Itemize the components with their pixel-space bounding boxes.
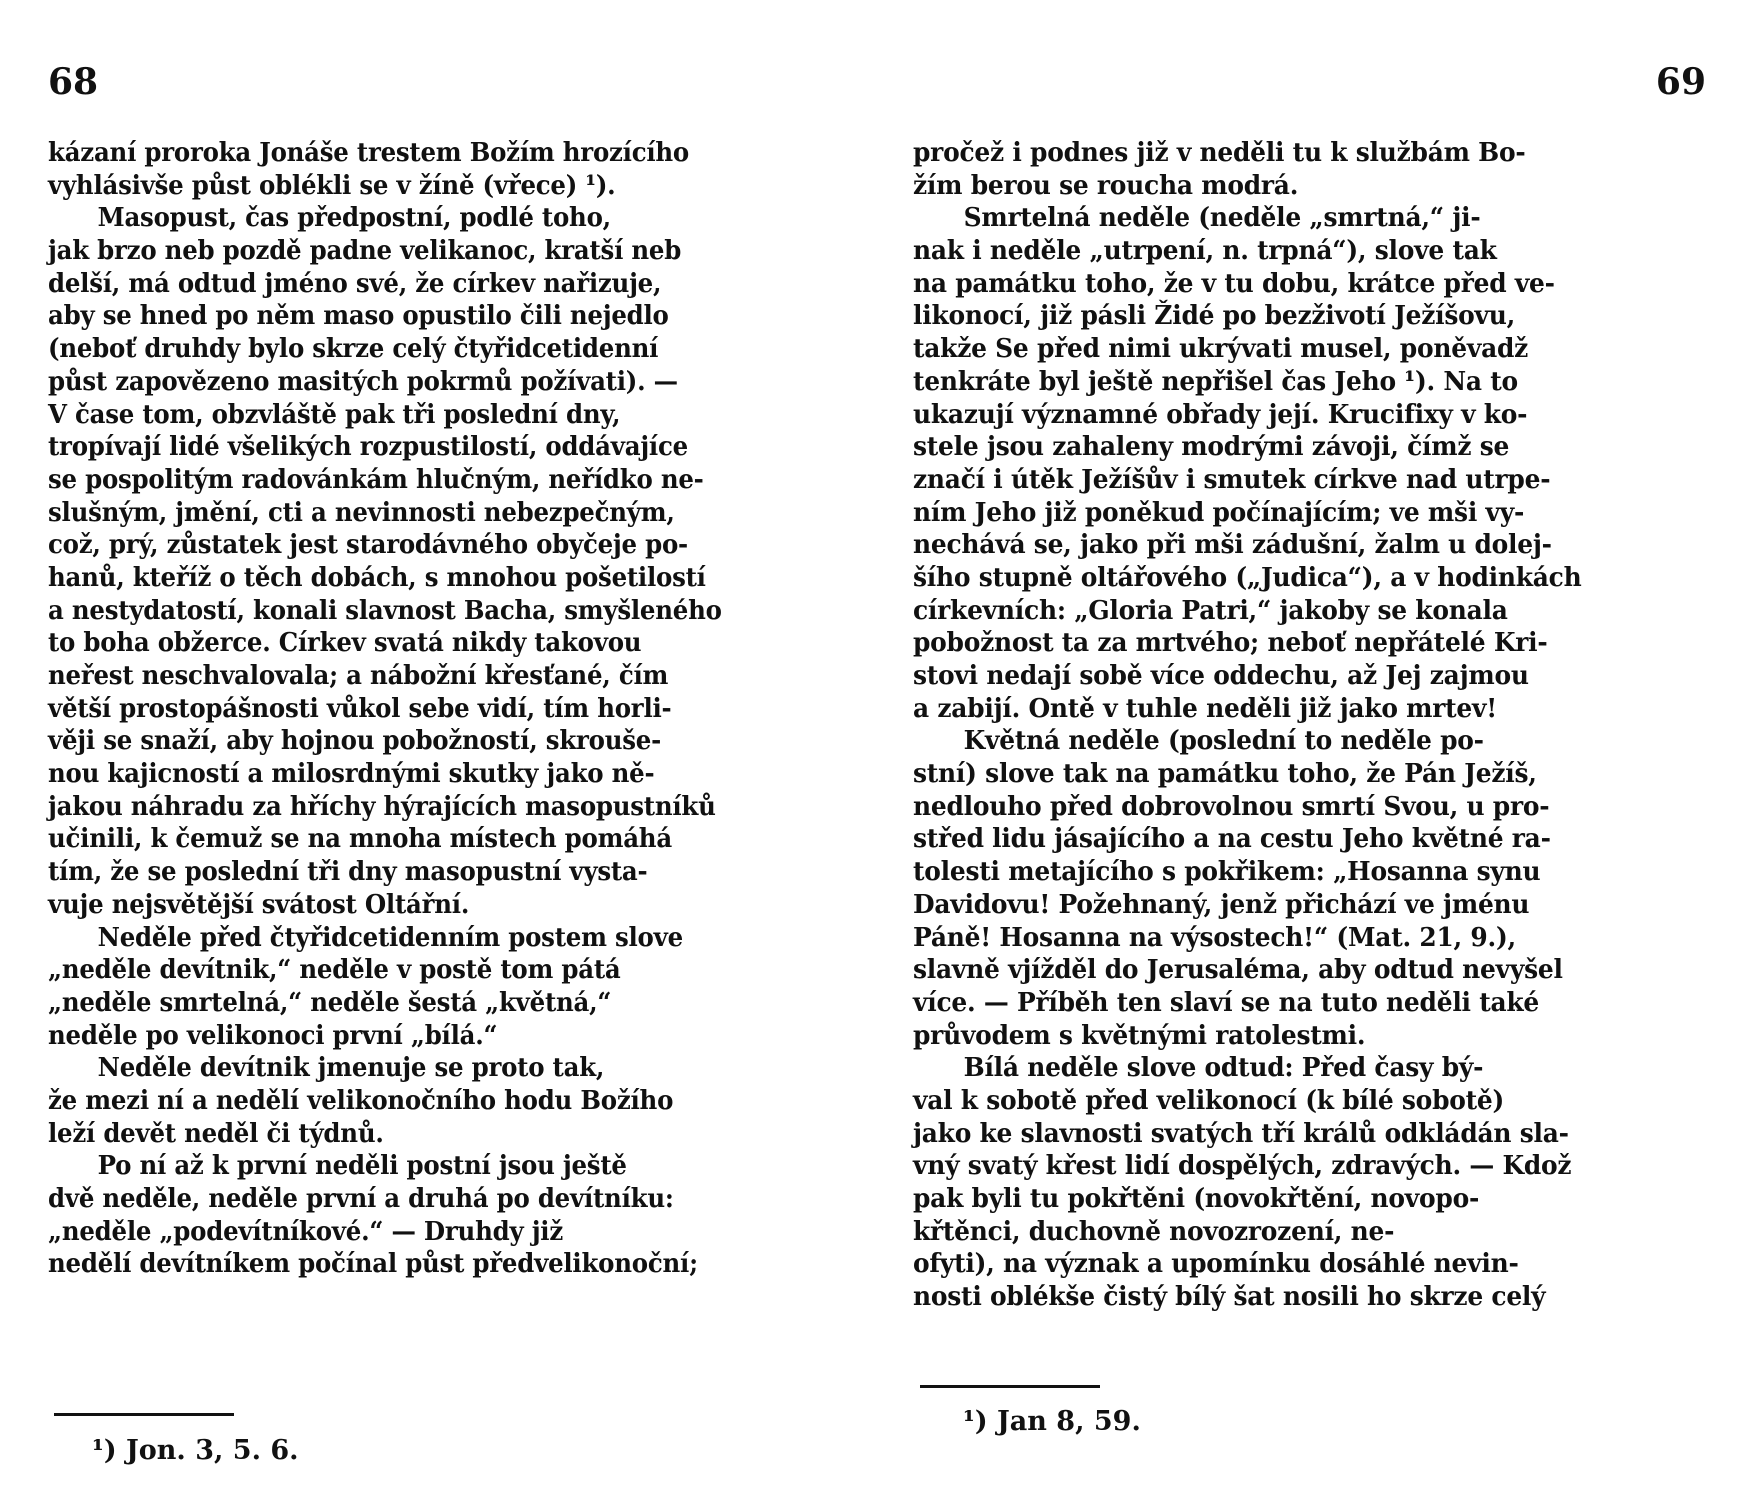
text-line: „neděle „podevítníkové.“ — Druhdy již	[48, 1216, 564, 1247]
text-line: jako ke slavnosti svatých tří králů odkládán sla-	[913, 1117, 1569, 1149]
text-line: Květná neděle (poslední to neděle po-	[913, 725, 1484, 757]
text-line: na památku toho, že v tu dobu, krátce před ve-	[913, 267, 1555, 299]
text-line: což, prý, zůstatek jest starodávného obyčeje po-	[48, 530, 688, 561]
text-line: nosti oblékše čistý bílý šat nosili ho skrze celý	[913, 1281, 1546, 1313]
text-line: dvě neděle, neděle první a druhá po devítníku:	[48, 1184, 674, 1214]
text-line: půst zapovězeno masitých pokrmů požívati). —	[48, 366, 678, 397]
text-line: nedělí devítníkem počínal půst předvelikonoční;	[48, 1249, 698, 1280]
text-line: Smrtelná neděle (neděle „smrtná,“ ji-	[913, 202, 1481, 234]
text-line: Davidovu! Požehnaný, jenž přichází ve jménu	[913, 888, 1530, 920]
text-line: vný svatý křest lidí dospělých, zdravých. — Kdož	[913, 1150, 1572, 1182]
text-line: církevních: „Gloria Patri,“ jakoby se konala	[913, 594, 1508, 626]
text-line: že mezi ní a nedělí velikonočního hodu Božího	[48, 1085, 674, 1116]
text-line: vyhlásivše půst oblékli se v žíně (vřece) ¹).	[48, 170, 616, 201]
text-line: neděle po velikonoci první „bílá.“	[48, 1020, 498, 1051]
text-line: střed lidu jásajícího a na cestu Jeho květné ra-	[913, 823, 1551, 855]
page-number: 69	[1655, 61, 1706, 103]
text-line: tím, že se poslední tři dny masopustní vysta-	[48, 857, 648, 888]
text-line: nak i neděle „utrpení, n. trpná“), slove tak	[913, 235, 1497, 267]
text-line: slavně vjížděl do Jerusaléma, aby odtud nevyšel	[913, 954, 1563, 986]
text-line: takže Se před nimi ukrývati musel, poněvadž	[913, 333, 1529, 365]
text-line: (neboť druhdy bylo skrze celý čtyřidcetidenní	[48, 334, 659, 365]
footnote: ¹) Jan 8, 59.	[963, 1406, 1141, 1437]
text-line: leží devět neděl či týdnů.	[48, 1118, 384, 1149]
text-line: Bílá neděle slove odtud: Před časy bý-	[913, 1052, 1484, 1084]
text-line: průvodem s květnými ratolestmi.	[913, 1019, 1366, 1051]
footnote-rule	[920, 1385, 1100, 1388]
page-number: 68	[48, 61, 99, 103]
text-line: Páně! Hosanna na výsostech!“ (Mat. 21, 9.),	[913, 921, 1516, 953]
footnote: ¹) Jon. 3, 5. 6.	[92, 1435, 299, 1466]
text-line: jak brzo neb pozdě padne velikanoc, kratší neb	[48, 236, 682, 267]
text-line: vuje nejsvětější svátost Oltářní.	[48, 889, 470, 920]
text-line: stní) slove tak na památku toho, že Pán Ježíš,	[913, 758, 1537, 790]
text-line: ukazují významné obřady její. Krucifixy v ko-	[913, 398, 1528, 430]
text-line: větší prostopášnosti vůkol sebe vidí, tím horli-	[48, 693, 672, 724]
text-line: stele jsou zahaleny modrými závoji, čímž se	[913, 431, 1510, 463]
text-column	[913, 137, 1703, 1314]
text-line: značí i útěk Ježíšův i smutek církve nad utrpe-	[913, 463, 1551, 495]
text-line: „neděle smrtelná,“ neděle šestá „květná,“	[48, 987, 612, 1018]
text-line: Neděle devítnik jmenuje se proto tak,	[48, 1053, 605, 1084]
text-line: tropívají lidé všelikých rozpustilostí, oddávajíce	[48, 432, 688, 463]
text-line: ním Jeho již poněkud počínajícím; ve mši vy-	[913, 496, 1525, 528]
text-line: val k sobotě před velikonocí (k bílé sobotě)	[913, 1084, 1505, 1116]
text-line: křtěnci, duchovně novozrození, ne-	[913, 1215, 1395, 1247]
text-line: více. — Příběh ten slaví se na tuto neděli také	[913, 986, 1540, 1018]
text-line: a zabijí. Ontě v tuhle neděli již jako mrtev!	[913, 692, 1497, 724]
text-line: jakou náhradu za hříchy hýrajících masopustníků	[48, 791, 716, 822]
text-line: „neděle devítnik,“ neděle v postě tom pátá	[48, 955, 621, 986]
text-line: likonocí, již pásli Židé po bezživotí Ježíšovu,	[913, 300, 1516, 332]
text-line: se pospolitým radovánkám hlučným, neřídko ne-	[48, 464, 704, 495]
text-line: Masopust, čas předpostní, podlé toho,	[48, 203, 611, 234]
text-line: pročež i podnes již v neděli tu k službám Bo-	[913, 137, 1526, 168]
right-page	[875, 0, 1750, 1500]
text-line: nedlouho před dobrovolnou smrtí Svou, u pro-	[913, 790, 1550, 822]
text-line: věji se snaží, aby hojnou pobožností, skrouše-	[48, 726, 662, 757]
text-line: kázaní proroka Jonáše trestem Božím hrozícího	[48, 138, 690, 168]
text-line: ofyti), na význak a upomínku dosáhlé nevin-	[913, 1248, 1519, 1280]
text-line: Neděle před čtyřidcetidenním postem slove	[48, 922, 683, 953]
text-line: a nestydatostí, konali slavnost Bacha, smyšleného	[48, 595, 722, 626]
text-line: učinili, k čemuž se na mnoha místech pomáhá	[48, 824, 672, 855]
footnote-rule	[54, 1413, 234, 1416]
text-line: delší, má odtud jméno své, že církev nařizuje,	[48, 268, 662, 299]
text-line: šího stupně oltářového („Judica“), a v hodinkách	[913, 561, 1582, 593]
text-column	[48, 137, 838, 1281]
text-line: stovi nedají sobě více oddechu, až Jej zajmou	[913, 660, 1529, 691]
text-line: V čase tom, obzvláště pak tři poslední dny,	[48, 399, 621, 430]
text-line: nou kajicností a milosrdnými skutky jako ně-	[48, 759, 655, 790]
text-line: pak byli tu pokřtěni (novokřtění, novopo-	[913, 1183, 1480, 1214]
text-line: Po ní až k první neděli postní jsou ještě	[48, 1151, 627, 1182]
text-line: tolesti metajícího s pokřikem: „Hosanna synu	[913, 856, 1541, 888]
text-line: pobožnost ta za mrtvého; neboť nepřátelé Kri-	[913, 627, 1548, 659]
text-line: slušným, jmění, cti a nevinnosti nebezpečným,	[48, 497, 675, 528]
text-line: to boha obžerce. Církev svatá nikdy takovou	[48, 628, 642, 659]
text-line: neřest neschvalovala; a nábožní křesťané, čím	[48, 661, 669, 691]
text-line: nechává se, jako při mši zádušní, žalm u dolej-	[913, 529, 1552, 561]
text-line: žím berou se roucha modrá.	[913, 169, 1299, 201]
text-line: aby se hned po něm maso opustilo čili nejedlo	[48, 301, 669, 332]
text-line: hanů, kteříž o těch dobách, s mnohou pošetilostí	[48, 562, 706, 593]
text-line: tenkráte byl ještě nepřišel čas Jeho ¹). Na to	[913, 365, 1518, 397]
